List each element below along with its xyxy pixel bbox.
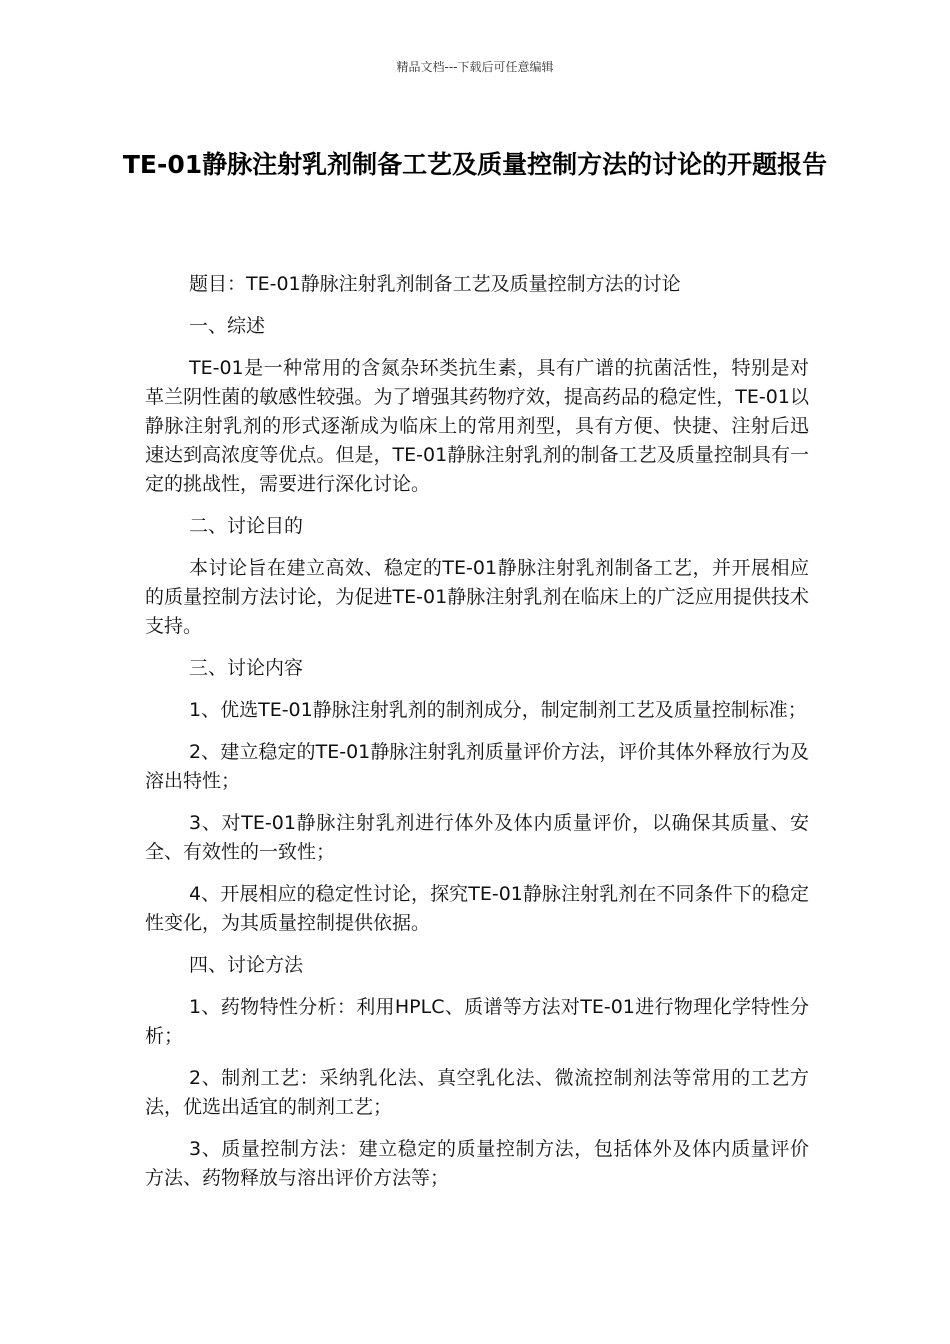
list-item: 1、优选TE-01静脉注射乳剂的制剂成分，制定制剂工艺及质量控制标准； bbox=[189, 699, 807, 721]
section-heading-methods: 四、讨论方法 bbox=[189, 954, 304, 976]
paragraph-overview: TE-01是一种常用的含氮杂环类抗生素，具有广谱的抗菌活性，特别是对革兰阴性菌的敏感性较强。为了增强其药物疗效，提高药品的稳定性，TE-01以静脉注射乳剂的形式逐渐成为临床上的常用剂型，具有方便、快捷、注射后迅速达到高浓度等优点。但是，TE-01静脉注射乳剂的制备工艺及质量控制具有一定的挑战性，需要进行深化讨论。 bbox=[145, 357, 809, 495]
list-item: 3、质量控制方法：建立稳定的质量控制方法，包括体外及体内质量评价方法、药物释放与溶出评价方法等； bbox=[145, 1138, 809, 1189]
list-item: 1、药物特性分析：利用HPLC、质谱等方法对TE-01进行物理化学特性分析； bbox=[145, 996, 809, 1047]
paragraph-subject: 题目：TE-01静脉注射乳剂制备工艺及质量控制方法的讨论 bbox=[189, 273, 681, 295]
list-item: 3、对TE-01静脉注射乳剂进行体外及体内质量评价，以确保其质量、安全、有效性的一致性； bbox=[145, 812, 809, 863]
list-item: 2、建立稳定的TE-01静脉注射乳剂质量评价方法，评价其体外释放行为及溶出特性； bbox=[145, 741, 809, 792]
section-heading-purpose: 二、讨论目的 bbox=[189, 515, 304, 537]
section-heading-content: 三、讨论内容 bbox=[189, 657, 304, 679]
header-note: 精品文档---下载后可任意编辑 bbox=[396, 60, 554, 74]
list-item: 2、制剂工艺：采纳乳化法、真空乳化法、微流控制剂法等常用的工艺方法，优选出适宜的制剂工艺； bbox=[145, 1067, 809, 1118]
document-body bbox=[145, 270, 809, 1206]
document-title: TE-01静脉注射乳剂制备工艺及质量控制方法的讨论的开题报告 bbox=[122, 150, 828, 179]
paragraph-purpose: 本讨论旨在建立高效、稳定的TE-01静脉注射乳剂制备工艺，并开展相应的质量控制方法讨论，为促进TE-01静脉注射乳剂在临床上的广泛应用提供技术支持。 bbox=[145, 557, 809, 637]
list-item: 4、开展相应的稳定性讨论，探究TE-01静脉注射乳剂在不同条件下的稳定性变化，为其质量控制提供依据。 bbox=[145, 883, 809, 934]
section-heading-overview: 一、综述 bbox=[189, 315, 266, 337]
